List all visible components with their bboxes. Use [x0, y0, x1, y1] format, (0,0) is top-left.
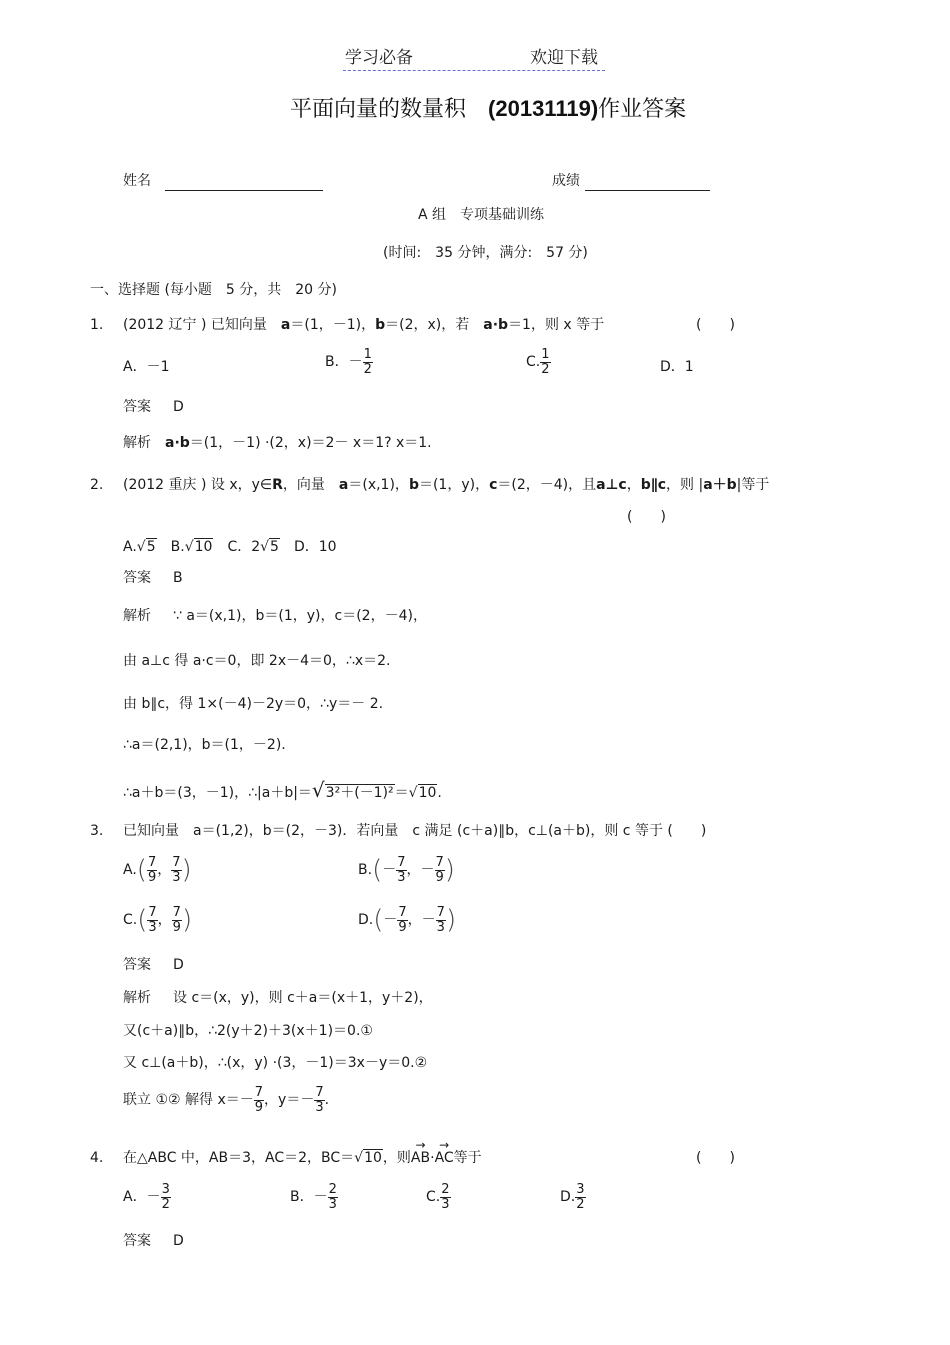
q1-answer-label: 答案 [123, 399, 151, 415]
q1-option-d: D．1 [660, 359, 694, 375]
q2-c: c [489, 477, 498, 493]
q4-option-b-label: B．－ [290, 1189, 328, 1206]
q2-comma: ， [626, 477, 641, 493]
q3-option-a: A.( $\frac{7}{9}$ ， $\frac{7}{3}$ ) [123, 855, 192, 886]
q1-sol-ab: a·b [165, 435, 190, 451]
q1-option-c-label: C. [526, 354, 541, 371]
q3-option-b: B.(－ $\frac{7}{3}$ ，－ $\frac{7}{9}$ ) [358, 855, 455, 886]
frac-num: 1 [541, 347, 550, 362]
title-main: 平面向量的数量积 [290, 97, 467, 122]
frac-num: 2 [328, 1182, 337, 1197]
q1-b-val: ＝(2，x)，若 [385, 317, 470, 333]
q3-option-a-label: A. [123, 862, 137, 879]
sqrt-radicand: 10 [364, 1150, 382, 1166]
frac [396, 856, 406, 884]
q1-stem-a: (2012 辽宁 ) 已知向量 [123, 317, 267, 333]
frac-den: 9 [435, 869, 444, 885]
frac-den: 3 [315, 1099, 324, 1115]
q2-sol-line5-a: ∴a＋b＝(3，－1)，∴|a＋b|＝ [123, 785, 312, 801]
q4-option-c [426, 1183, 451, 1211]
q1-solution [123, 436, 432, 450]
paren-close: ) [181, 905, 193, 936]
q1-sol-label: 解析 [123, 435, 151, 451]
frac-num: 2 [441, 1182, 450, 1197]
q4-option-c-label: C. [426, 1189, 441, 1206]
frac [328, 1183, 338, 1211]
q1-sol-text: ＝(1，－1) ·(2，x)＝2－ x＝1? x＝1. [189, 435, 432, 451]
q4-stem [123, 1151, 482, 1165]
frac-num: 7 [148, 905, 157, 920]
q4-option-a [123, 1183, 171, 1211]
frac [147, 906, 157, 934]
frac-num: 7 [172, 905, 181, 920]
q1-paren: ( ) [696, 317, 735, 333]
sqrt-radicand: 5 [270, 539, 279, 555]
frac-den: 2 [541, 361, 550, 377]
q2-then: ，则 | [666, 477, 704, 493]
q4-option-d-label: D. [560, 1189, 576, 1206]
q2-perp: a⊥c [596, 477, 627, 493]
group-label: A 组 专项基础训练 [418, 207, 545, 223]
q2-options [123, 540, 337, 554]
sqrt-radicand: 5 [146, 539, 156, 555]
frac-den: 3 [436, 919, 445, 935]
frac-num: 3 [576, 1182, 585, 1197]
q4-paren: ( ) [696, 1150, 735, 1166]
q2-option-d: D．10 [293, 539, 337, 555]
q2-paren: ( ) [627, 509, 666, 525]
q2-par: b∥c [640, 477, 667, 493]
q3-option-d-label: D. [358, 912, 374, 929]
q3-number: 3. [90, 823, 104, 839]
q2-c-val: ＝(2，－4)，且 [497, 477, 597, 493]
q2-apb: a＋b [703, 477, 737, 493]
q2-sol-line5 [123, 780, 442, 800]
paren-close: ) [181, 855, 192, 886]
frac-num: 7 [254, 1085, 264, 1100]
frac-den: 9 [147, 869, 157, 885]
frac-den: 2 [576, 1196, 585, 1212]
q2-sol-line2: 由 a⊥c 得 a·c＝0，即 2x－4＝0，∴x＝2. [123, 653, 391, 669]
q1-option-c-frac [540, 348, 550, 376]
paren-open: ( [136, 855, 147, 886]
sqrt-symbol: √10 [408, 785, 437, 801]
q1-ab: a·b [483, 317, 509, 333]
vector-ac: → AC [435, 1151, 454, 1165]
frac-den: 3 [397, 869, 406, 885]
q3-option-b-label: B. [358, 862, 373, 879]
frac [314, 1086, 324, 1114]
paren-open: ( [373, 905, 384, 936]
q2-number: 2. [90, 477, 104, 493]
paren-open: ( [137, 905, 148, 936]
frac [397, 906, 407, 934]
sqrt-symbol: √5 [136, 539, 156, 555]
title-suffix: 作业答案 [598, 97, 687, 122]
name-label: 姓名 [123, 173, 151, 189]
frac-den: 3 [441, 1196, 450, 1212]
title-date: (20131119) [488, 96, 599, 121]
q1-stem [123, 318, 604, 332]
q1-option-c [526, 348, 551, 376]
sqrt-symbol: √10 [354, 1150, 382, 1166]
frac-den: 9 [172, 919, 181, 935]
header-divider [343, 70, 605, 71]
q2-sol-end: . [437, 785, 442, 801]
frac [147, 856, 157, 884]
q3-sol-line4-mid: ，y＝－ [264, 1092, 315, 1109]
q4-option-b [290, 1183, 338, 1211]
header-left: 学习必备 [345, 48, 413, 68]
score-blank[interactable] [585, 190, 710, 191]
q2-b: b [408, 477, 419, 493]
q2-end: |等于 [736, 477, 770, 493]
sqrt-symbol: √3²＋(－1)² [311, 778, 394, 802]
q1-a-val: ＝(1，－1)， [290, 317, 376, 333]
q1-a: a [280, 317, 291, 333]
q3-sol-line4-a: 联立 ①② 解得 x＝－ [123, 1092, 254, 1109]
q4-number: 4. [90, 1150, 104, 1166]
frac [254, 1086, 264, 1114]
name-blank[interactable] [165, 190, 323, 191]
frac [436, 906, 446, 934]
paren-open: ( [372, 855, 383, 886]
q3-answer: D [173, 957, 184, 973]
q1-b: b [375, 317, 386, 333]
q2-sol-eq: ＝ [394, 785, 409, 801]
q1-number: 1. [90, 317, 104, 333]
q2-sol-label: 解析 [123, 608, 151, 624]
q2-sol-line3: 由 b∥c，得 1×(－4)－2y＝0，∴y＝－ 2. [123, 696, 384, 712]
q3-option-c-label: C. [123, 912, 138, 929]
q2-answer-label: 答案 [123, 570, 151, 586]
frac-den: 2 [363, 361, 372, 377]
frac [435, 856, 445, 884]
time-info: (时间: 35 分钟，满分: 57 分) [383, 245, 588, 261]
q3-sol-line2: 又(c＋a)∥b，∴2(y＋2)＋3(x＋1)＝0.① [123, 1023, 373, 1039]
frac-den: 3 [328, 1196, 337, 1212]
q3-stem: 已知向量 a＝(1,2)，b＝(2，－3)．若向量 c 满足 (c＋a)∥b，c⊥(a＋b)，则 c 等于 ( ) [123, 823, 707, 839]
q2-a-val: ＝(x,1)， [348, 477, 409, 493]
frac-num: 7 [398, 905, 407, 920]
q3-sol-line4-end: . [324, 1092, 330, 1109]
frac-num: 7 [397, 855, 406, 870]
sqrt-radicand: 10 [418, 785, 437, 801]
q4-stem-c: 等于 [453, 1150, 482, 1166]
q2-sol-line4: ∴a＝(2,1)，b＝(1，－2). [123, 737, 286, 753]
q2-R: R [272, 477, 283, 493]
q2-option-c: C．2 [227, 539, 261, 555]
q1-option-a: A．－1 [123, 359, 170, 375]
vector-ab: → AB [411, 1151, 430, 1165]
score-label: 成绩 [552, 173, 580, 189]
frac-num: 7 [315, 1085, 324, 1100]
frac [575, 1183, 585, 1211]
page-title [290, 98, 686, 121]
q2-answer: B [173, 570, 183, 586]
frac-den: 3 [148, 919, 157, 935]
q3-sol-label: 解析 [123, 990, 151, 1006]
frac-den: 2 [161, 1196, 170, 1212]
q2-b-val: ＝(1，y)， [418, 477, 490, 493]
q4-answer-label: 答案 [123, 1233, 151, 1249]
sqrt-radicand: 3²＋(－1)² [325, 785, 394, 801]
q3-sol-line1: 设 c＝(x，y)，则 c＋a＝(x＋1，y＋2)， [173, 990, 433, 1006]
frac-num: 7 [172, 855, 181, 870]
q1-option-b [325, 348, 373, 376]
frac-den: 9 [254, 1099, 264, 1115]
frac-num: 7 [147, 855, 157, 870]
q2-option-a: A. [123, 539, 137, 555]
frac [171, 856, 181, 884]
frac [161, 1183, 171, 1211]
sqrt-radicand: 10 [194, 539, 213, 555]
q2-stem [123, 478, 769, 492]
q4-dot: · [430, 1150, 435, 1166]
q3-option-d: D.(－ $\frac{7}{9}$ ，－ $\frac{7}{3}$ ) [358, 905, 457, 936]
frac-num: 3 [161, 1182, 170, 1197]
paren-close: ) [444, 855, 455, 886]
q3-sol-line3: 又 c⊥(a＋b)，∴(x，y) ·(3，－1)＝3x－y＝0.② [123, 1055, 428, 1071]
frac-num: 1 [363, 347, 372, 362]
q4-option-a-label: A．－ [123, 1189, 161, 1206]
q2-stem-b: ，向量 [282, 477, 325, 493]
q4-option-d [560, 1183, 586, 1211]
q2-a: a [338, 477, 349, 493]
q3-sol-line4 [123, 1086, 329, 1114]
frac-num: 7 [435, 855, 444, 870]
q4-answer: D [173, 1233, 184, 1249]
frac [440, 1183, 450, 1211]
frac-num: 7 [436, 905, 445, 920]
q2-stem-a: (2012 重庆 ) 设 x，y∈ [123, 477, 273, 493]
frac-den: 3 [172, 869, 181, 885]
q1-answer: D [173, 399, 184, 415]
frac [172, 906, 182, 934]
q1-option-b-label: B．－ [325, 354, 363, 371]
paren-close: ) [445, 905, 457, 936]
q2-option-b: B. [170, 539, 185, 555]
sqrt-symbol: √10 [184, 539, 213, 555]
q3-answer-label: 答案 [123, 957, 151, 973]
header-right: 欢迎下载 [530, 48, 598, 68]
q3-option-c: C.( $\frac{7}{3}$ ， $\frac{7}{9}$ ) [123, 905, 193, 936]
q4-stem-b: ，则 [382, 1150, 411, 1166]
section-title: 一、选择题 (每小题 5 分，共 20 分) [90, 282, 337, 298]
frac-den: 9 [398, 919, 407, 935]
q1-option-b-frac [363, 348, 373, 376]
sqrt-symbol: √5 [260, 539, 279, 555]
q4-stem-a: 在△ABC 中，AB＝3，AC＝2，BC＝ [123, 1150, 355, 1166]
q2-sol-line1: ∵ a＝(x,1)，b＝(1，y)，c＝(2，－4)， [173, 608, 427, 624]
q1-cond: ＝1，则 x 等于 [508, 317, 605, 333]
